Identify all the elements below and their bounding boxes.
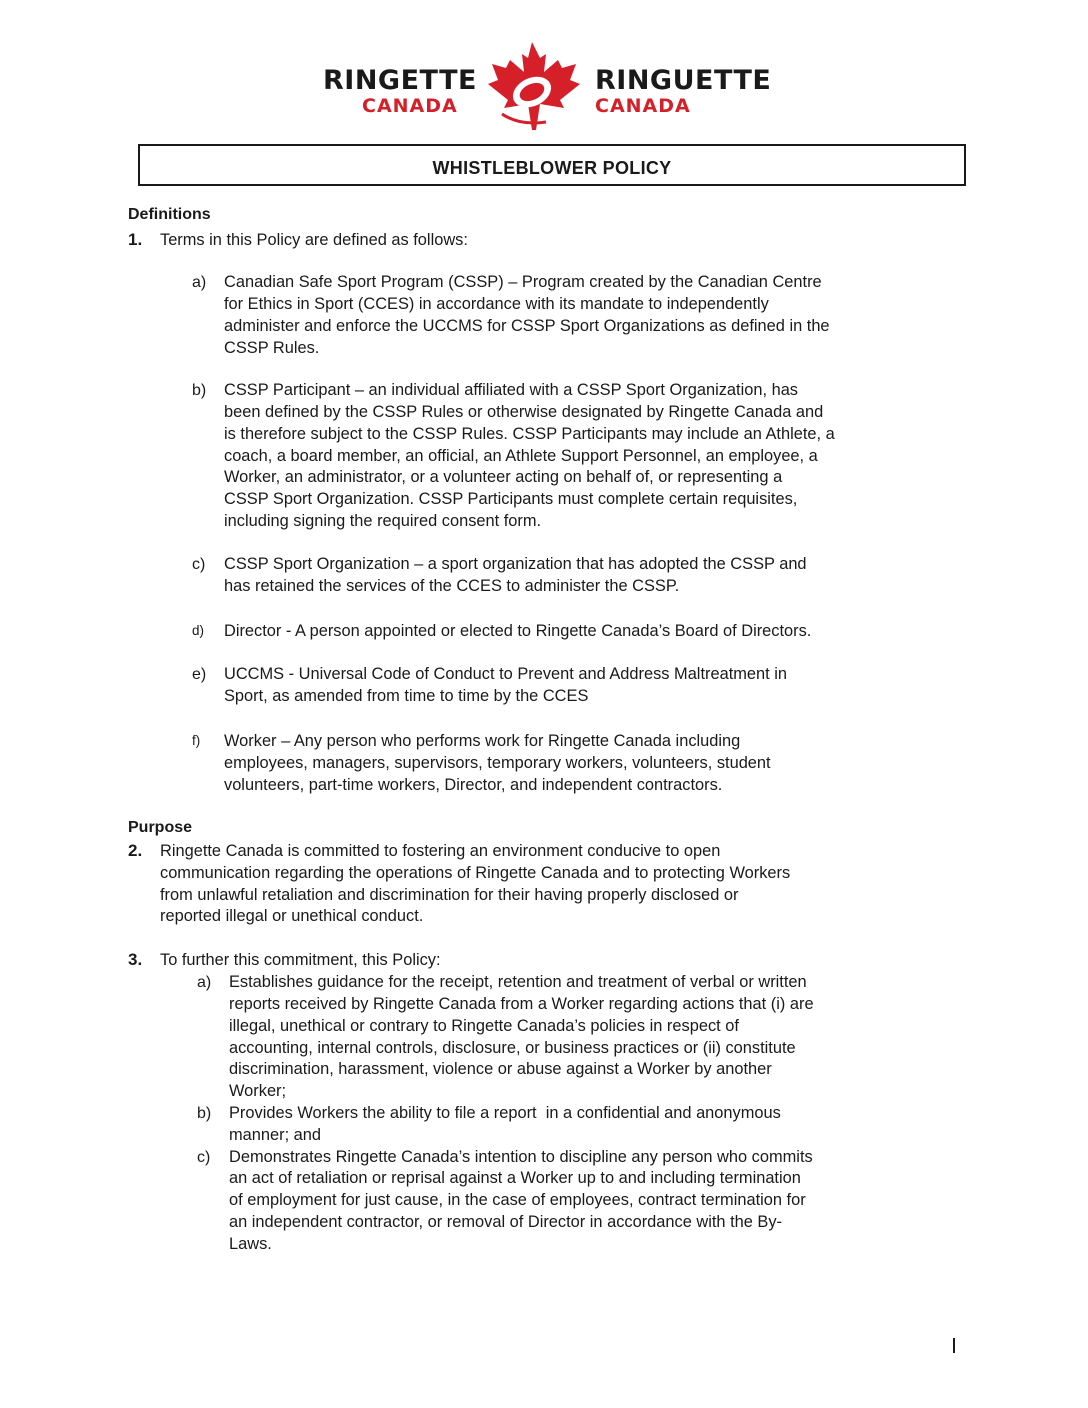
definition-label-d: d)	[192, 623, 205, 638]
definition-label-a: a)	[192, 274, 207, 291]
purpose-heading: Purpose	[128, 819, 193, 836]
logo-text-canada-fr: CANADA	[595, 95, 691, 117]
definition-e-line: UCCMS - Universal Code of Conduct to Prevent and Address Maltreatment in	[224, 665, 787, 683]
commitment-c-line: Demonstrates Ringette Canada’s intention to discipline any person who commits	[229, 1148, 813, 1166]
definition-f-line: volunteers, part-time workers, Director, and independent contractors.	[224, 776, 723, 794]
definitions-heading: Definitions	[128, 206, 211, 223]
logo-text-ringuette: RINGUETTE	[595, 65, 772, 96]
commitment-a-line: accounting, internal controls, disclosure, or business practices or (ii) constitute	[229, 1039, 796, 1057]
definition-b-line: coach, a board member, an official, an Athlete Support Personnel, an employee, a	[224, 447, 818, 465]
section-number-1: 1.	[128, 230, 143, 249]
logo-text-ringette: RINGETTE	[323, 65, 477, 96]
definition-e-line: Sport, as amended from time to time by the CCES	[224, 687, 589, 705]
commitment-a-line: Worker;	[229, 1082, 287, 1100]
definition-label-e: e)	[192, 666, 207, 683]
commitment-c-line: of employment for just cause, in the case of employees, contract termination for	[229, 1191, 806, 1209]
definition-b-line: Worker, an administrator, or a volunteer acting on behalf of, or representing a	[224, 468, 783, 486]
commitment-c-line: Laws.	[229, 1235, 272, 1253]
commitment-c-line: an act of retaliation or reprisal against a Worker up to and including termination	[229, 1169, 801, 1187]
purpose-paragraph-line: from unlawful retaliation and discrimination for their having properly disclosed or	[160, 886, 739, 904]
definition-label-c: c)	[192, 556, 206, 573]
section-number-2: 2.	[128, 841, 143, 860]
purpose-paragraph-line: Ringette Canada is committed to fostering an environment conducive to open	[160, 842, 721, 860]
definition-c-line: CSSP Sport Organization – a sport organization that has adopted the CSSP and	[224, 555, 807, 573]
section-number-3: 3.	[128, 950, 143, 969]
definition-a-line: for Ethics in Sport (CCES) in accordance with its mandate to independently	[224, 295, 769, 313]
title-box	[138, 144, 966, 186]
commitment-a-line: reports received by Ringette Canada from a Worker regarding actions that (i) are	[229, 995, 814, 1013]
commitment-b-line: manner; and	[229, 1126, 322, 1144]
purpose-paragraph-line: communication regarding the operations of Ringette Canada and to protecting Workers	[160, 864, 791, 882]
definition-label-f: f)	[192, 733, 201, 748]
commitment-a-line: Establishes guidance for the receipt, retention and treatment of verbal or written	[229, 973, 807, 991]
definition-f-line: employees, managers, supervisors, temporary workers, volunteers, student	[224, 754, 771, 772]
commitment-b-line: Provides Workers the ability to file a report in a confidential and anonymous	[229, 1104, 781, 1122]
definition-b-line: including signing the required consent form.	[224, 512, 542, 530]
definition-b-line: been defined by the CSSP Rules or otherwise designated by Ringette Canada and	[224, 403, 824, 421]
commitment-intro: To further this commitment, this Policy:	[160, 951, 441, 969]
maple-leaf-icon	[480, 40, 584, 132]
definition-b-line: is therefore subject to the CSSP Rules. CSSP Participants may include an Athlete, a	[224, 425, 835, 443]
definition-b-line: CSSP Sport Organization. CSSP Participants must complete certain requisites,	[224, 490, 798, 508]
logo-text-canada-en: CANADA	[362, 95, 458, 117]
page-number-mark	[953, 1338, 955, 1353]
definition-a-line: Canadian Safe Sport Program (CSSP) – Program created by the Canadian Centre	[224, 273, 822, 291]
definition-a-line: administer and enforce the UCCMS for CSSP Sport Organizations as defined in the	[224, 317, 830, 335]
commitment-a-line: illegal, unethical or contrary to Ringette Canada’s policies in respect of	[229, 1017, 739, 1035]
commitment-label-c: c)	[197, 1149, 211, 1166]
definition-b-line: CSSP Participant – an individual affiliated with a CSSP Sport Organization, has	[224, 381, 798, 399]
commitment-label-b: b)	[197, 1105, 212, 1122]
page-title: WHISTLEBLOWER POLICY	[432, 158, 672, 178]
definition-d-line: Director - A person appointed or elected to Ringette Canada’s Board of Directors.	[224, 622, 812, 640]
purpose-paragraph-line: reported illegal or unethical conduct.	[160, 907, 424, 925]
commitment-c-line: an independent contractor, or removal of Director in accordance with the By-	[229, 1213, 783, 1231]
definition-f-line: Worker – Any person who performs work for Ringette Canada including	[224, 732, 741, 750]
definition-c-line: has retained the services of the CCES to administer the CSSP.	[224, 577, 680, 595]
commitment-label-a: a)	[197, 974, 212, 991]
definition-label-b: b)	[192, 382, 207, 399]
definitions-intro: Terms in this Policy are defined as follows:	[160, 231, 468, 249]
definition-a-line: CSSP Rules.	[224, 339, 320, 357]
commitment-a-line: discrimination, harassment, violence or abuse against a Worker by another	[229, 1060, 772, 1078]
ringette-canada-logo	[320, 40, 770, 132]
